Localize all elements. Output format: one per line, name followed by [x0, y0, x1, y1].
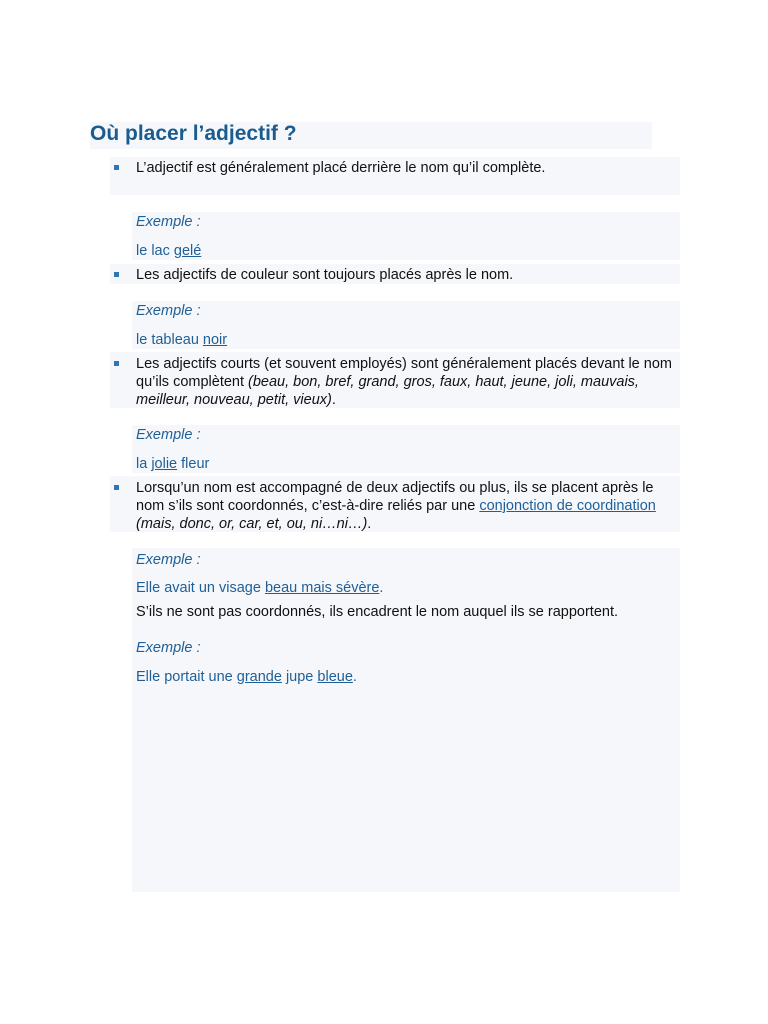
example-5-label: Exemple : — [136, 640, 201, 656]
conjonction-link[interactable]: conjonction de coordination — [479, 498, 656, 514]
example-4-sentence: Elle avait un visage beau mais sévère. — [136, 580, 384, 596]
bullet-2 — [114, 272, 119, 277]
example-2-sentence: le tableau noir — [136, 332, 228, 348]
rule-3-text: Les adjectifs courts (et souvent employés) sont généralement placés devant le nom qu’ils complètent (beau, bon, bref, grand, gros, faux, haut, jeune, joli, mauvais, meilleur, nouveau, petit, vieux). — [136, 356, 672, 408]
example-5-highlight-1: grande — [236, 669, 282, 685]
rule-2-text: Les adjectifs de couleur sont toujours placés après le nom. — [136, 267, 514, 283]
example-3-shade — [132, 425, 680, 473]
rule-4-followup: S’ils ne sont pas coordonnés, ils encadrent le nom auquel ils se rapportent. — [136, 604, 619, 620]
rule-4-text: Lorsqu’un nom est accompagné de deux adjectifs ou plus, ils se placent après le nom s’ils sont coordonnés, c’est-à-dire reliés par une conjonction de coordination (mais, donc, or, car, et, ou, ni…ni…). — [136, 480, 656, 532]
example-3-label: Exemple : — [136, 427, 201, 443]
bullet-3 — [114, 361, 119, 366]
example-3-highlight: jolie — [151, 456, 178, 472]
rule-1-text: L’adjectif est généralement placé derrière le nom qu’il complète. — [136, 160, 546, 176]
example-4-shade — [132, 548, 680, 892]
example-2-highlight: noir — [202, 332, 228, 348]
bullet-1 — [114, 165, 119, 170]
example-4-highlight: beau mais sévère — [264, 580, 380, 596]
example-4-label: Exemple : — [136, 552, 201, 568]
bullet-4 — [114, 485, 119, 490]
example-5-highlight-2: bleue — [317, 669, 353, 685]
example-1-sentence: le lac gelé — [136, 243, 202, 259]
example-2-label: Exemple : — [136, 303, 201, 319]
example-5-sentence: Elle portait une grande jupe bleue. — [136, 669, 357, 685]
example-1-shade — [132, 212, 680, 260]
page-title: Où placer l’adjectif ? — [90, 122, 297, 145]
example-3-sentence: la jolie fleur — [136, 456, 210, 472]
example-1-label: Exemple : — [136, 214, 201, 230]
example-1-highlight: gelé — [173, 243, 202, 259]
